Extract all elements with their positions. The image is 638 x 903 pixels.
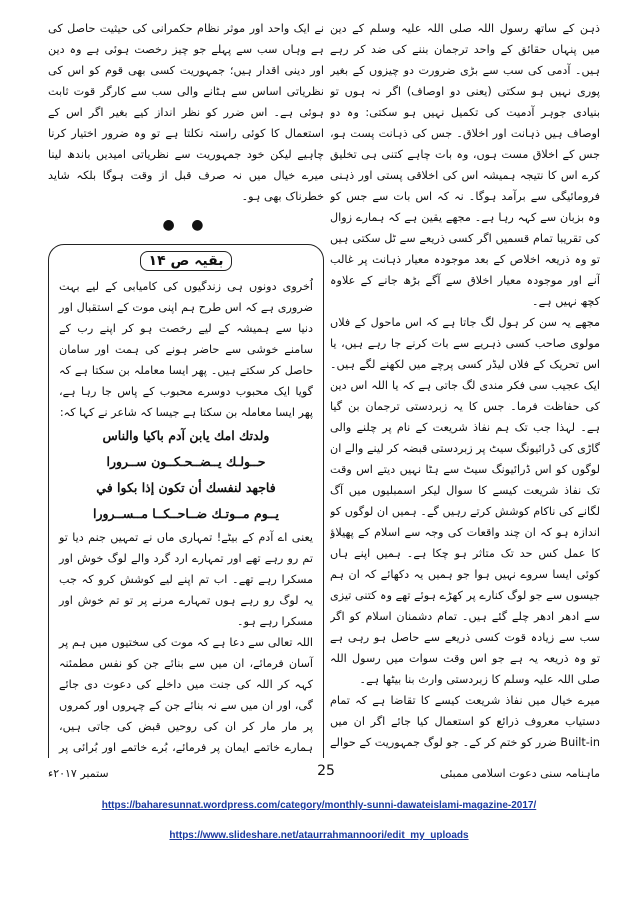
arabic-verse-line-3: فاجهد لنفسك أن تكون إذا بكوا في	[96, 480, 276, 495]
right-paragraph-3: میرے خیال میں نفاذ شریعت کیسے کا تقاضا ہے کہ تمام دستیاب معروف ذرائع کو استعمال کیا جائے اگر ان میں Built-in ضرر کو ختم کر کے۔ جو لوگ جمہوریت کے حوالے	[330, 694, 600, 749]
box-paragraph-2: یعنی اے آدم کے بیٹے! تمہاری ماں نے تمہیں جنم دیا تو تم رو رہے تھے اور تمہارے ارد گرد والے لوگ خوش اور مسکرا رہے تھے۔ اب تم اپنے لیے کوشش کرو کہ جب یہ لوگ رو رہے ہوں تمہارے مرنے پر تو تم خوش اور مسکرا رہے ہو۔	[59, 531, 313, 628]
left-column	[48, 18, 324, 758]
magazine-archive-link[interactable]: https://baharesunnat.wordpress.com/category/monthly-sunni-dawateislami-magazine-2017/	[101, 800, 537, 811]
continued-article-box	[48, 244, 324, 758]
arabic-verse-line-2: حــولـك يــضــحـكــون ســرورا	[106, 454, 266, 469]
right-paragraph-2: مجھے یہ سن کر ہول لگ جاتا ہے کہ اس ماحول کے فلاں مولوی صاحب کسی ذہریے سے بات کرنے جا رہے ہیں، یا اس تحریک کے فلاں لیڈر کسی پرچے میں لکھنے لگے ہیں۔ ایک عجیب سی فکر مندی لگ جاتی ہے کہ یا اللہ اس دین کی حفاظت فرما۔ جس کا یہ زبردستی ترجمان بن گیا ہے۔ لہذا جب تک ہم نفاذ شریعت کے نام پر چلنے والی گاڑی کی ڈرائیونگ سیٹ پر زبردستی قبضہ کر لینے والے ان لوگوں کو اس ڈرائیونگ سیٹ سے ہٹا نہیں دیتے اس وقت تک نفاذ شریعت کیسے کا سوال لیکر اسمبلیوں میں آگ لگانے کی ناکام کوشش کرتے رہیں گے۔ ہمیں ان لوگوں کو اندازہ ہو کہ ان چند واقعات کی وجہ سے اسلام کے پھیلاؤ کا عمل کس حد تک متاثر ہو چکا ہے۔ ہمیں اپنے ہاں کوئی ایسا سروے نہیں ہوا جو ہمیں یہ دکھائے کہ ان ہم جیسوں سے جو لوگ کنارے پر کھڑے ہوئے تھے وہ کتنی تیزی سے ادھر ادھر چلے گئے ہیں۔ تمام دشمنان اسلام کو اگر سب سے زیادہ قوت کسی ذریعے سے حاصل ہو رہی ہے تو وہ ذریعہ یہ ہے جو اس وقت سوات میں رسول اللہ صلی اللہ علیہ وسلم کا زبردستی وارث بنا بیٹھا ہے۔	[330, 316, 600, 686]
continued-title: بقیہ ص ۱۴	[140, 251, 233, 271]
section-separator: ● ●	[162, 217, 210, 233]
slideshare-link[interactable]: https://www.slideshare.net/ataurrahmannoori/edit_my_uploads	[169, 830, 469, 841]
page-footer	[48, 765, 600, 785]
page-number: 25	[317, 763, 335, 779]
left-intro-paragraph: نے ایک واحد اور موثر نظام حکمرانی کی حیثیت حاصل کی ہے وہاں سب سے پہلے جو چیز رخصت ہوئی ہے وہ دین اور دینی اقدار ہیں؛ جمہوریت کسی بھی قوم کو اس کی نظریاتی اساس سے ہٹانے والی سب سے کارگر قوت ثابت ہوئی ہے۔ اس ضرر کو نظر انداز کیے بغیر اگر اس کے استعمال کا کوئی راستہ نکلتا ہے تو وہ ضرور اختیار کرنا چاہیے لیکن خود جمہوریت سے نظریاتی امیدیں باندھ لینا میرے خیال میں نہ صرف قبل از وقت ہوگا بلکہ شاید خطرناک بھی ہو۔	[48, 22, 324, 203]
right-column	[330, 18, 600, 758]
box-paragraph-1: اُخروی دونوں ہی زندگیوں کی کامیابی کے لیے بہت ضروری ہے کہ اس طرح ہم اپنی موت کے استقبال اور دنیا سے ہمیشہ کے لیے رخصت ہو کر اپنے رب کے سامنے خوشی سے حاضر ہونے کی ہمت اور سامان حاصل کر سکتے ہیں۔ پھر ایسا معاملہ بن سکتا ہے کہ گویا ایک محبوب دوسرے محبوب کے پاس جا رہا ہے، پھر ایسا معاملہ بن سکتا ہے جیسا کہ شاعر نے کہا کہ:	[59, 280, 313, 419]
box-paragraph-3: اللہ تعالی سے دعا ہے کہ موت کی سختیوں میں ہم پر آسان فرمائے، ان میں سے بنائے جن کو نفس مطمئنہ کہہ کر اللہ کی جنت میں داخلے کی دعوت دی جائے گی، اور ان میں سے نہ بنائے جن کے چہروں اور کمروں پر مار مار کر ان کی روحیں قبض کی جاتی ہیں، ہمارے خاتمے ایمان پر فرمائے، بُرے خاتمے اور بُرائی پر	[59, 636, 313, 754]
arabic-verse-line-4: يــوم مــوتـك ضــاحــكــا مــســرورا	[93, 506, 279, 521]
issue-date: ستمبر ۲۰۱۷ء	[48, 767, 109, 780]
arabic-verse-line-1: ولدتك امك يابن آدم باكيا والناس	[102, 428, 270, 443]
right-paragraph-1: ذہن کے ساتھ رسول اللہ صلی اللہ علیہ وسلم کے دین میں پنہاں حقائق کے واحد ترجمان بننے کی ضد کر رہے ہیں۔ آدمی کی سب سے بڑی ضرورت دو چیزوں کے بغیر پوری نہیں ہو سکتی (یعنی دو اوصاف) اگر نہ ہوں تو بنیادی جوہر آدمیت کی تکمیل نہیں ہو سکتی: وہ دو اوصاف ہیں ذہانت اور اخلاق۔ جس کی ذہانت پست ہو، جس کے اخلاق مست ہوں، وہ بات چاہے کتنی ہی تخلیق کرے اس کا نتیجہ ہمیشہ اس کی اخلاقی پستی اور ذہنی فرومائیگی سے برآمد ہوگا۔ نہ کہ اس بات سے جس کو وہ بزبان سے کہہ رہا ہے۔ مجھے یقین ہے کہ ہمارے زوال کی تقریبا تمام قسمیں اگر کسی ذریعے سے ٹل سکتی ہیں تو وہ ذریعہ اخلاص کے بعد موجودہ معیار ذہانت پر غالب آنے اور موجودہ معیار اخلاق سے آگے بڑھ جانے کے علاوہ کچھ نہیں ہے۔	[330, 22, 600, 308]
magazine-name: ماہنامہ سنی دعوت اسلامی ممبئی	[440, 767, 600, 780]
